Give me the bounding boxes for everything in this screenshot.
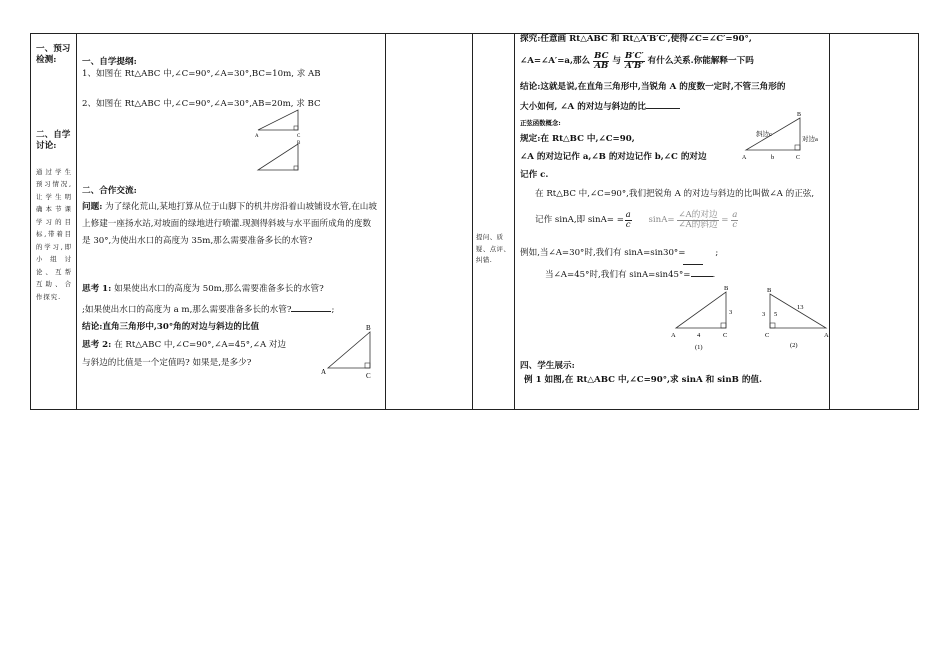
think-1-line-2 <box>82 303 334 316</box>
fig1-A: A <box>671 332 676 339</box>
example-triangles-figure <box>668 282 834 352</box>
def-fig-B: B <box>797 112 802 118</box>
fig1-side4: 4 <box>697 332 701 339</box>
triangle-abc-figure <box>320 322 380 380</box>
conclusion-line-1: 结论:这就是说,在直角三角形中,当锐角 A 的度数一定时,不管三角形的 <box>520 82 786 92</box>
conclusion-blank <box>646 100 680 109</box>
think-2-line <box>82 340 286 351</box>
sine-def-line-1: 在 Rt△BC 中,∠C=90°,我们把锐角 A 的对边与斜边的比叫做∠A 的正弦, <box>535 189 815 199</box>
fig2-label: (2) <box>790 342 798 349</box>
fig2-side13: 13 <box>797 304 804 311</box>
small-tri-b-label: B <box>297 141 301 146</box>
sine-result-fraction <box>731 211 738 230</box>
ex-2-end: . <box>712 270 716 280</box>
sin45-blank <box>691 268 713 277</box>
right-divider-1 <box>514 33 515 410</box>
explore-2b: 有什么关系.你能解释一下吗 <box>647 56 754 67</box>
explore-2a: ∠A=∠A′=a,那么 <box>520 56 591 67</box>
think-1-label: 思考 1: <box>82 284 112 294</box>
conclusion-1: 结论:直角三角形中,30°角的对边与斜边的比值 <box>82 322 260 332</box>
ex-2-text: 当∠A=45°时,我们有 sinA=sin45°= <box>545 270 691 280</box>
conclusion-2-text: 大小如何, ∠A 的对边与斜边的比 <box>520 102 646 112</box>
sine-result-den: c <box>732 220 738 231</box>
explore-2-mid: 与 <box>612 56 622 67</box>
def-fig-A: A <box>742 155 747 161</box>
tri-b-label: B <box>366 324 371 332</box>
sine-2b: sinA= <box>648 215 675 226</box>
fig2-A: A <box>824 332 829 339</box>
frac2-num: B′C′ <box>625 51 644 61</box>
ex-1-text: 例如,当∠A=30°时,我们有 sinA=sin30°= <box>520 248 686 258</box>
sine-eq: = <box>721 215 729 226</box>
example-sin30 <box>520 248 718 259</box>
frac2-den: A′B′ <box>625 61 644 72</box>
sine-big-num: ∠A的对边 <box>678 210 718 220</box>
sine-frac-den: c <box>625 220 631 231</box>
explore-line-1: 探究:任意画 Rt△ABC 和 Rt△A′B′C′,使得∠C=∠C′=90°, <box>520 34 752 44</box>
sine-def-line-2 <box>535 211 738 230</box>
discuss-title: 二、自学讨论: <box>36 130 71 151</box>
small-tri-c-label: C <box>297 134 301 139</box>
small-triangles-figure <box>253 108 303 178</box>
def-fig-b: b <box>771 154 775 161</box>
tri-c-label: C <box>366 372 371 380</box>
discuss-body: 通过学生预习情况,让学生明确本节课学习的目标,带着目的学习,即小组讨论、互帮互助、合作探究. <box>36 168 72 301</box>
example-sin45 <box>545 268 715 281</box>
teacher-note: 提问、质疑、点评、纠错. <box>476 233 511 265</box>
left-divider-1 <box>76 33 77 410</box>
sine-frac-num: a <box>625 210 631 220</box>
question-1: 1、如图在 Rt△ABC 中,∠C=90°,∠A=30°,BC=10m, 求 AB <box>82 69 321 79</box>
think-1-answer-blank <box>291 303 331 312</box>
concept-title: 正弦函数概念: <box>520 119 561 127</box>
frac1-num: BC <box>594 51 609 61</box>
think-2-text: 在 Rt△ABC 中,∠C=90°,∠A=45°,∠A 对边 <box>114 340 287 350</box>
fraction-bc-ab <box>593 52 609 71</box>
fig1-side3: 3 <box>729 309 733 316</box>
def-line-1: 规定:在 Rt△BC 中,∠C=90, <box>520 134 635 144</box>
explore-line-2 <box>520 52 754 71</box>
frac1-den: AB <box>594 61 609 72</box>
problem-label: 问题: <box>82 202 103 212</box>
tri-a-label: A <box>321 368 327 376</box>
definition-triangle-figure <box>738 108 828 164</box>
sine-big-fraction <box>677 211 718 230</box>
def-fig-C: C <box>796 155 801 161</box>
think-1-end: ; <box>331 305 335 315</box>
fig2-B: B <box>767 287 772 294</box>
think-1-text-2: ;如果使出水口的高度为 a m,那么需要准备多长的水管? <box>82 305 292 315</box>
def-fig-opp: 对边a <box>802 136 818 143</box>
sine-2a: 记作 sinA,即 sinA= = <box>535 215 624 226</box>
preview-title: 一、预习检测: <box>36 44 71 65</box>
question-2: 2、如图在 Rt△ABC 中,∠C=90°,∠A=30°,AB=20m, 求 BC <box>82 99 321 109</box>
small-tri-a-label: A <box>255 134 259 139</box>
sine-result-num: a <box>732 210 738 220</box>
fig2-C: C <box>765 332 770 339</box>
def-fig-hyp: 斜边c <box>756 131 772 138</box>
fig1-label: (1) <box>695 344 703 351</box>
def-line-3: 记作 c. <box>520 170 549 180</box>
fig2-side3: 3 <box>762 311 766 318</box>
think-1-line <box>82 284 324 295</box>
problem-block <box>82 199 378 249</box>
fig1-B: B <box>724 285 729 292</box>
sine-small-fraction <box>625 211 632 230</box>
fig1-C: C <box>723 332 728 339</box>
coop-title: 二、合作交流: <box>82 186 137 196</box>
sin30-blank <box>683 264 703 265</box>
think-2-label: 思考 2: <box>82 340 112 350</box>
problem-text: 为了绿化荒山,某地打算从位于山脚下的机井房沿着山坡铺设水管,在山坡上修建一座扬水站,对坡面的绿地进行喷灌.现测得斜坡与水平面所成角的度数是 30°,为使出水口的高度为 35m,那么需要准备多长的水管? <box>82 202 377 246</box>
fig2-side5: 5 <box>774 311 778 318</box>
def-line-2: ∠A 的对边记作 a,∠B 的对边记作 b,∠C 的对边 <box>520 152 707 162</box>
example-1: 例 1 如图,在 Rt△ABC 中,∠C=90°,求 sinA 和 sinB 的值. <box>524 375 763 385</box>
fraction-bc-ab-prime <box>624 52 645 71</box>
ex-1-end: ; <box>715 248 719 258</box>
outline-title: 一、自学提纲: <box>82 57 137 67</box>
conclusion-line-2 <box>520 100 680 113</box>
think-2-line-2: 与斜边的比值是一个定值吗? 如果是,是多少? <box>82 358 252 368</box>
show-title: 四、学生展示: <box>520 361 575 371</box>
think-1-text: 如果使出水口的高度为 50m,那么需要准备多长的水管? <box>114 284 324 294</box>
sine-big-den: ∠A的斜边 <box>678 220 718 231</box>
left-divider-2 <box>385 33 386 410</box>
right-divider-2 <box>829 33 830 410</box>
